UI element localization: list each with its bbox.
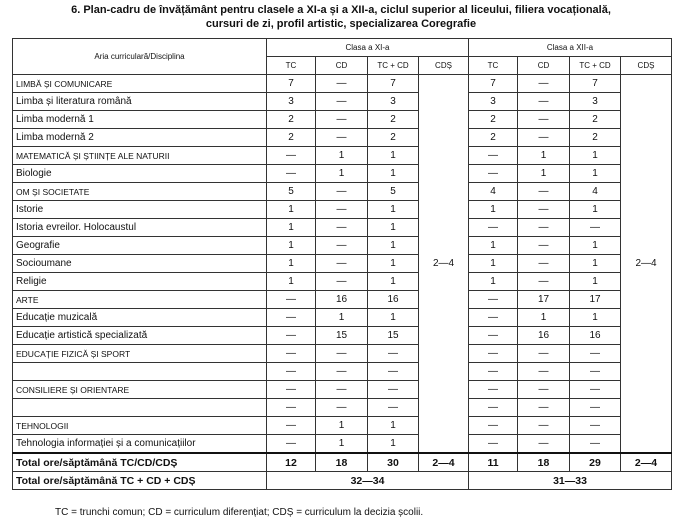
hours-cell: 3 — [469, 93, 518, 111]
header-area: Aria curriculară/Disciplina — [13, 39, 267, 75]
table-row — [13, 435, 672, 454]
hours-cell: — — [469, 399, 518, 417]
hours-cell: 7 — [267, 75, 316, 93]
discipline-name: Geografie — [13, 237, 267, 255]
hours-cell: 1 — [518, 147, 570, 165]
hours-cell: 7 — [368, 75, 419, 93]
discipline-name: Istoria evreilor. Holocaustul — [13, 219, 267, 237]
total-cell: 2—4 — [419, 453, 469, 472]
title-line-2: cursuri de zi, profil artistic, specializarea Coregrafie — [205, 18, 477, 30]
hours-cell: — — [469, 165, 518, 183]
hours-cell: — — [518, 93, 570, 111]
hours-cell: 4 — [570, 183, 621, 201]
hours-cell: — — [469, 147, 518, 165]
footnote: TC = trunchi comun; CD = curriculum diferențiat; CDȘ = curriculum la decizia școlii. — [55, 507, 424, 518]
hours-cell: 1 — [368, 255, 419, 273]
hours-cell: — — [518, 417, 570, 435]
hours-cell: — — [267, 435, 316, 454]
hours-cell: — — [518, 219, 570, 237]
hours-cell: — — [570, 435, 621, 454]
hours-cell: 1 — [570, 273, 621, 291]
discipline-name: TEHNOLOGII — [13, 417, 267, 435]
hours-cell: 4 — [469, 183, 518, 201]
hours-cell: 1 — [368, 165, 419, 183]
hours-cell: 16 — [518, 327, 570, 345]
hours-cell: — — [368, 345, 419, 363]
hours-cell: — — [570, 345, 621, 363]
hours-cell: 1 — [267, 237, 316, 255]
hours-cell: 2 — [570, 129, 621, 147]
hours-cell: 1 — [368, 237, 419, 255]
hours-cell: 3 — [368, 93, 419, 111]
hours-cell: — — [518, 201, 570, 219]
hours-cell: 1 — [570, 147, 621, 165]
header-class-11: Clasa a XI-a — [267, 39, 469, 57]
table-row — [13, 327, 672, 345]
hours-cell: 1 — [316, 435, 368, 454]
discipline-name: EDUCAȚIE FIZICĂ ȘI SPORT — [13, 345, 267, 363]
discipline-name: Educație artistică specializată — [13, 327, 267, 345]
discipline-name: CONSILIERE ȘI ORIENTARE — [13, 381, 267, 399]
hours-cell: — — [368, 381, 419, 399]
hours-cell: 2 — [267, 111, 316, 129]
hours-cell: — — [518, 363, 570, 381]
discipline-name — [13, 399, 267, 417]
hours-cell: 1 — [469, 255, 518, 273]
hours-cell: — — [469, 417, 518, 435]
hours-cell: 1 — [469, 273, 518, 291]
discipline-name: Socioumane — [13, 255, 267, 273]
hours-cell: 1 — [316, 147, 368, 165]
hours-cell: 1 — [368, 309, 419, 327]
hours-cell: — — [267, 345, 316, 363]
hours-cell: 1 — [570, 237, 621, 255]
discipline-name: Istorie — [13, 201, 267, 219]
hours-cell: 2 — [469, 111, 518, 129]
hours-cell: — — [518, 381, 570, 399]
hours-cell: — — [518, 129, 570, 147]
hours-cell: 1 — [368, 435, 419, 454]
table-row — [13, 381, 672, 399]
table-row — [13, 129, 672, 147]
header-class-12: Clasa a XII-a — [469, 39, 672, 57]
hours-cell: — — [316, 237, 368, 255]
hours-cell: — — [267, 147, 316, 165]
table-row — [13, 183, 672, 201]
hours-cell: 1 — [570, 309, 621, 327]
total-label: Total ore/săptămână TC/CD/CDȘ — [13, 453, 267, 472]
discipline-name: Limba modernă 1 — [13, 111, 267, 129]
hours-cell: 5 — [368, 183, 419, 201]
hours-cell: — — [316, 345, 368, 363]
hours-cell: — — [518, 111, 570, 129]
table-row — [13, 417, 672, 435]
hours-cell: — — [316, 93, 368, 111]
hours-cell: — — [469, 309, 518, 327]
table-row — [13, 345, 672, 363]
discipline-name: MATEMATICĂ ȘI ȘTIINȚE ALE NATURII — [13, 147, 267, 165]
title-line-1: 6. Plan-cadru de învățământ pentru clasele a XI-a și a XII-a, ciclul superior al liceului, filiera vocațională, — [71, 4, 611, 16]
hours-cell: 1 — [316, 309, 368, 327]
hours-cell: — — [368, 363, 419, 381]
hours-cell: 1 — [368, 219, 419, 237]
hours-cell: 1 — [267, 255, 316, 273]
table-row — [13, 75, 672, 93]
hours-cell: — — [570, 363, 621, 381]
hours-cell: 15 — [368, 327, 419, 345]
discipline-name: OM ȘI SOCIETATE — [13, 183, 267, 201]
total-row-sum — [13, 472, 672, 490]
table-row — [13, 201, 672, 219]
hours-cell: 7 — [570, 75, 621, 93]
hours-cell: 15 — [316, 327, 368, 345]
discipline-name: Tehnologia informației și a comunicațiilor — [13, 435, 267, 454]
hours-cell: — — [267, 381, 316, 399]
header-col: CDȘ — [621, 57, 672, 75]
table-row — [13, 219, 672, 237]
hours-cell: — — [469, 291, 518, 309]
hours-cell: 1 — [518, 309, 570, 327]
hours-cell: 1 — [267, 219, 316, 237]
hours-cell: 2 — [469, 129, 518, 147]
document-title — [0, 3, 682, 31]
cds-class-12: 2—4 — [621, 75, 672, 454]
hours-cell: — — [368, 399, 419, 417]
hours-cell: — — [469, 363, 518, 381]
hours-cell: 1 — [368, 417, 419, 435]
hours-cell: — — [316, 381, 368, 399]
total-sum-class-12: 31—33 — [469, 472, 672, 490]
hours-cell: 16 — [570, 327, 621, 345]
hours-cell: 2 — [267, 129, 316, 147]
total-cell: 12 — [267, 453, 316, 472]
hours-cell: 16 — [368, 291, 419, 309]
hours-cell: — — [469, 327, 518, 345]
table-row — [13, 291, 672, 309]
total-row-tc-cd-cds — [13, 453, 672, 472]
hours-cell: — — [469, 219, 518, 237]
hours-cell: 16 — [316, 291, 368, 309]
discipline-name: LIMBĂ ȘI COMUNICARE — [13, 75, 267, 93]
hours-cell: 1 — [316, 165, 368, 183]
discipline-name — [13, 363, 267, 381]
hours-cell: 1 — [570, 201, 621, 219]
cds-class-11: 2—4 — [419, 75, 469, 454]
header-col: CD — [316, 57, 368, 75]
hours-cell: — — [518, 435, 570, 454]
hours-cell: — — [518, 237, 570, 255]
total-sum-class-11: 32—34 — [267, 472, 469, 490]
hours-cell: — — [518, 345, 570, 363]
header-col: CD — [518, 57, 570, 75]
hours-cell: — — [316, 75, 368, 93]
hours-cell: — — [570, 381, 621, 399]
header-col: TC + CD — [570, 57, 621, 75]
total-cell: 2—4 — [621, 453, 672, 472]
hours-cell: 2 — [570, 111, 621, 129]
total-cell: 29 — [570, 453, 621, 472]
hours-cell: — — [469, 435, 518, 454]
hours-cell: — — [469, 345, 518, 363]
hours-cell: — — [570, 399, 621, 417]
total-cell: 30 — [368, 453, 419, 472]
hours-cell: — — [570, 417, 621, 435]
hours-cell: — — [267, 165, 316, 183]
hours-cell: 2 — [368, 111, 419, 129]
total-cell: 18 — [316, 453, 368, 472]
hours-cell: 1 — [518, 165, 570, 183]
hours-cell: — — [518, 255, 570, 273]
hours-cell: 1 — [570, 165, 621, 183]
hours-cell: 1 — [368, 201, 419, 219]
discipline-name: Religie — [13, 273, 267, 291]
table-body — [13, 75, 672, 490]
discipline-name: Biologie — [13, 165, 267, 183]
table-row — [13, 237, 672, 255]
hours-cell: — — [518, 75, 570, 93]
header-col: TC + CD — [368, 57, 419, 75]
hours-cell: — — [316, 255, 368, 273]
hours-cell: — — [469, 381, 518, 399]
hours-cell: — — [316, 183, 368, 201]
table-row — [13, 165, 672, 183]
hours-cell: — — [316, 129, 368, 147]
total-sum-label: Total ore/săptămână TC + CD + CDȘ — [13, 472, 267, 490]
hours-cell: — — [267, 417, 316, 435]
table-row — [13, 93, 672, 111]
hours-cell: 3 — [570, 93, 621, 111]
hours-cell: 1 — [267, 201, 316, 219]
hours-cell: — — [267, 291, 316, 309]
hours-cell: — — [316, 363, 368, 381]
hours-cell: — — [316, 201, 368, 219]
hours-cell: 7 — [469, 75, 518, 93]
hours-cell: 3 — [267, 93, 316, 111]
hours-cell: — — [570, 219, 621, 237]
hours-cell: 1 — [570, 255, 621, 273]
hours-cell: 17 — [570, 291, 621, 309]
hours-cell: 1 — [267, 273, 316, 291]
header-col: TC — [469, 57, 518, 75]
total-cell: 18 — [518, 453, 570, 472]
hours-cell: — — [267, 399, 316, 417]
header-col: CDȘ — [419, 57, 469, 75]
discipline-name: Limba și literatura română — [13, 93, 267, 111]
hours-cell: — — [316, 219, 368, 237]
hours-cell: 1 — [368, 147, 419, 165]
table-row — [13, 111, 672, 129]
hours-cell: 1 — [368, 273, 419, 291]
hours-cell: 1 — [316, 417, 368, 435]
hours-cell: 2 — [368, 129, 419, 147]
hours-cell: — — [316, 273, 368, 291]
discipline-name: Educație muzicală — [13, 309, 267, 327]
hours-cell: — — [267, 309, 316, 327]
discipline-name: Limba modernă 2 — [13, 129, 267, 147]
table-row — [13, 147, 672, 165]
table-row — [13, 363, 672, 381]
hours-cell: — — [316, 111, 368, 129]
table-row — [13, 255, 672, 273]
hours-cell: — — [316, 399, 368, 417]
total-cell: 11 — [469, 453, 518, 472]
hours-cell: 1 — [469, 237, 518, 255]
hours-cell: — — [518, 399, 570, 417]
hours-cell: 1 — [469, 201, 518, 219]
header-col: TC — [267, 57, 316, 75]
hours-cell: — — [518, 183, 570, 201]
hours-cell: — — [267, 327, 316, 345]
hours-cell: — — [267, 363, 316, 381]
table-row — [13, 273, 672, 291]
table-row — [13, 309, 672, 327]
curriculum-table — [12, 38, 672, 490]
discipline-name: ARTE — [13, 291, 267, 309]
hours-cell: — — [518, 273, 570, 291]
hours-cell: 5 — [267, 183, 316, 201]
hours-cell: 17 — [518, 291, 570, 309]
table-row — [13, 399, 672, 417]
